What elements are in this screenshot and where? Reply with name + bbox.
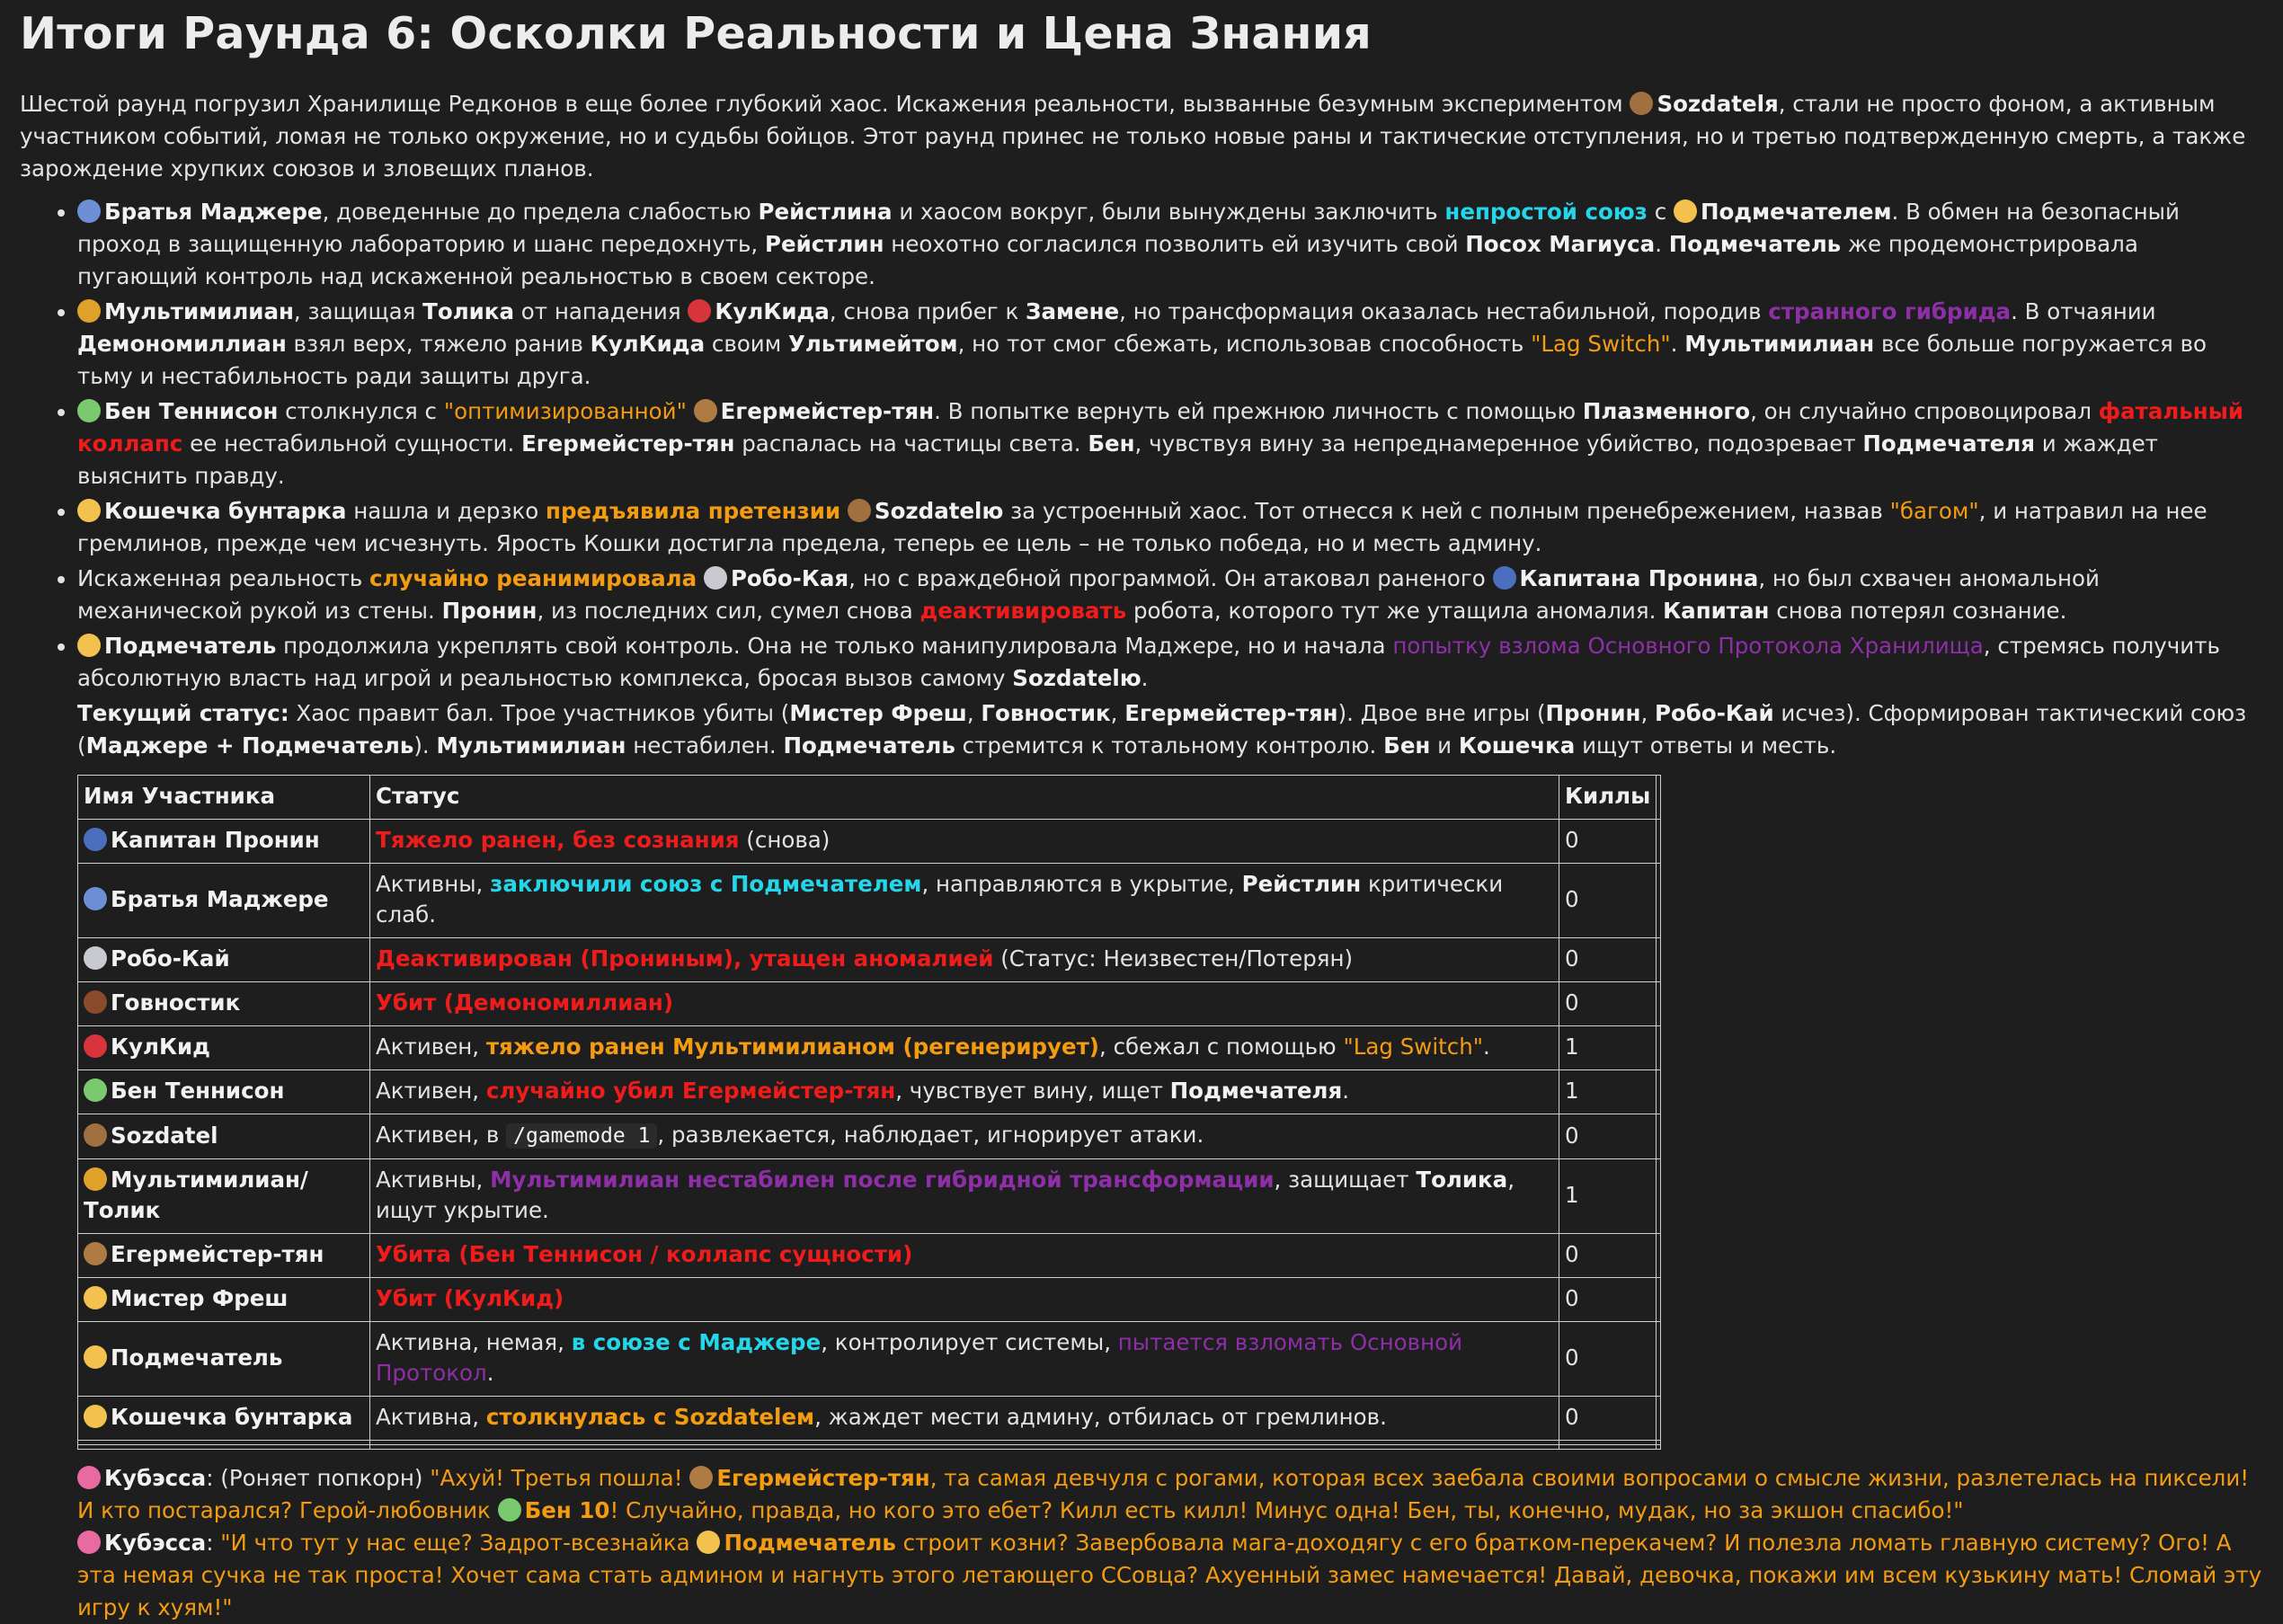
participant-kills: 0 (1559, 938, 1657, 982)
bold-text: Рейстлина (758, 199, 893, 225)
participant-name: Говностик (111, 989, 241, 1016)
text: , защищая (293, 298, 423, 324)
door-icon (84, 990, 107, 1014)
highlight-text: строит козни? Завербовала мага-доходягу с его братком-перекачем? И полезла ломать главную систему? Ого! А эта немая сучка не так проста! Хочет сама стать админом и нагнуть этого летающего ССовца? Ахуенный замес намечается! Давай, девочка, покажи им всем кузькину мать! Сломай эту игру к хуям!" (77, 1530, 2262, 1620)
highlight-text: , та самая девчуля с рогами, которая всех заебала своими вопросами о смысле жизни, разлетелась на пиксели! И кто постарался? Герой-любовник (77, 1465, 2250, 1523)
highlight-text: Тяжело ранен, без сознания (376, 827, 740, 853)
text: , направляются в укрытие, (921, 871, 1242, 897)
nerd-face-icon (697, 1531, 720, 1554)
participant-name-cell (78, 1159, 370, 1234)
bold-text: Подмечателя (1862, 430, 2036, 457)
participant-name: Робо-Кай (111, 945, 230, 972)
participant-name: Подмечатель (111, 1344, 283, 1371)
bold-text: Мультимилиан (1684, 331, 1875, 357)
text: , чувствуя вину за непреднамеренное убийство, подозревает (1134, 430, 1863, 457)
inline-code: /gamemode 1 (506, 1123, 657, 1149)
text: взял верх, тяжело ранив (286, 331, 591, 357)
bold-text: Кубэсса (104, 1530, 207, 1556)
participant-name: Мистер Фреш (111, 1285, 289, 1311)
bold-text: Подмечателем (1700, 199, 1892, 225)
bold-text: Бен Теннисон (104, 398, 279, 424)
text: . (1483, 1034, 1490, 1060)
alien-icon (77, 399, 101, 422)
table-row (78, 1234, 1661, 1278)
text (697, 565, 704, 591)
participant-kills: 0 (1559, 864, 1657, 938)
highlight-text: тяжело ранен Мультимилианом (регенерирует) (485, 1034, 1100, 1060)
bold-text: Робо-Кая (730, 565, 849, 591)
bold-text: Посох Магиуса (1465, 231, 1656, 257)
text: нашла и дерзко (346, 498, 546, 524)
bold-text: Пронин (1545, 700, 1641, 726)
devil-icon (84, 1034, 107, 1058)
highlight-text: предъявила претензии (546, 498, 841, 524)
police-icon (84, 828, 107, 851)
extra-cell (1657, 982, 1661, 1026)
bold-text: Егермейстер-тян (521, 430, 735, 457)
text: все больше погружается во тьму и нестабильность ради защиты друга. (77, 331, 2207, 389)
text: Активен, (376, 1034, 486, 1060)
participant-name-cell (78, 1070, 370, 1114)
commentary (77, 1462, 2263, 1624)
nerd-face-icon (84, 1345, 107, 1369)
highlight-text: Мультимилиан нестабилен после гибридной трансформации (490, 1167, 1275, 1193)
table-row (78, 1322, 1661, 1397)
bold-text: Рейстлин (765, 231, 884, 257)
extra-cell (1657, 938, 1661, 982)
text: , но трансформация оказалась нестабильной, породив (1119, 298, 1769, 324)
text: исчез). Сформирован тактический союз ( (77, 700, 2247, 759)
mage-icon (77, 200, 101, 223)
nerd-face-icon (77, 634, 101, 657)
participant-kills: 1 (1559, 1070, 1657, 1114)
text (840, 498, 848, 524)
text: критически слаб. (376, 871, 1504, 927)
bold-text: Sozdatelю (874, 498, 1004, 524)
text: с (1647, 199, 1674, 225)
text: . (1342, 1078, 1350, 1104)
deer-icon (689, 1466, 713, 1489)
empty-table-row (78, 1445, 1661, 1450)
bold-text: Бен (1383, 732, 1431, 759)
participant-status-cell (370, 1026, 1559, 1070)
text: ее нестабильной сущности. (182, 430, 522, 457)
participant-status-cell (370, 982, 1559, 1026)
text: . В обмен на безопасный проход в защищенную лабораторию и шанс передохнуть, (77, 199, 2180, 257)
participant-kills: 0 (1559, 1234, 1657, 1278)
text: , и натравил на нее гремлинов, прежде чем исчезнуть. Ярость Кошки достигла предела, теперь ее цель – не только победа, но и месть админу. (77, 498, 2207, 556)
text: ). (413, 732, 437, 759)
participant-kills: 0 (1559, 1278, 1657, 1322)
table-row (78, 1026, 1661, 1070)
bold-text: Мультимилиан (436, 732, 626, 759)
extra-cell (1657, 1397, 1661, 1441)
text: . В отчаянии (2011, 298, 2156, 324)
participant-name: Бен Теннисон (111, 1078, 285, 1104)
bold-text: Замене (1026, 298, 1120, 324)
text: , снова прибег к (829, 298, 1026, 324)
text: , жаждет мести админу, отбилась от гремлинов. (814, 1404, 1387, 1430)
participant-status-cell (370, 1114, 1559, 1159)
empty-cell (78, 1445, 370, 1450)
extra-cell (1657, 1114, 1661, 1159)
bold-text: Плазменного (1582, 398, 1751, 424)
intro-name: Sozdatelя (1657, 91, 1779, 117)
text: продолжила укреплять свой контроль. Она не только манипулировала Маджере, но и начала (276, 633, 1393, 659)
participant-status-cell (370, 1159, 1559, 1234)
table-body (78, 820, 1661, 1450)
participant-status-cell (370, 1234, 1559, 1278)
table-row (78, 1159, 1661, 1234)
header-name: Имя Участника (78, 776, 370, 820)
extra-cell (1657, 1070, 1661, 1114)
bow-icon (77, 1531, 101, 1554)
robot-icon (84, 946, 107, 970)
highlight-text: Егермейстер-тян (716, 1465, 930, 1491)
highlight-text: Убит (Демономиллиан) (376, 989, 674, 1016)
bold-text: Толика (1416, 1167, 1508, 1193)
extra-cell (1657, 1278, 1661, 1322)
table-row (78, 864, 1661, 938)
text: . (1141, 665, 1149, 691)
pick-icon (84, 1123, 107, 1147)
highlight-text: в союзе с Маджере (571, 1329, 822, 1355)
participant-kills: 0 (1559, 1397, 1657, 1441)
extra-cell (1657, 1026, 1661, 1070)
extra-cell (1657, 864, 1661, 938)
table-row (78, 1114, 1661, 1159)
participant-name: Кошечка бунтарка (111, 1404, 353, 1430)
text: (снова) (739, 827, 831, 853)
current-status (77, 697, 2263, 762)
deer-icon (694, 399, 717, 422)
participant-kills: 0 (1559, 1322, 1657, 1397)
cat-icon (84, 1405, 107, 1428)
intro-text-1: Шестой раунд погрузил Хранилище Редконов в еще более глубокий хаос. Искажения реальности, вызванные безумным экспериментом (20, 91, 1630, 117)
participant-name-cell (78, 1026, 370, 1070)
participant-kills: 0 (1559, 1114, 1657, 1159)
text: , но был схвачен аномальной механической рукой из стены. (77, 565, 2100, 624)
bold-text: Капитан (1663, 598, 1770, 624)
participant-status-cell (370, 1397, 1559, 1441)
highlight-text: ! Случайно, правда, но кого это ебет? Килл есть килл! Минус одна! Бен, ты, конечно, мудак, но за экшон спасибо!" (609, 1497, 1964, 1523)
bold-text: Мистер Фреш (789, 700, 967, 726)
event-item (77, 395, 2263, 493)
text: , ищут укрытие. (376, 1167, 1515, 1223)
bold-text: Ультимейтом (788, 331, 958, 357)
commentary-line (77, 1462, 2263, 1527)
table-row (78, 1397, 1661, 1441)
bold-text: КулКида (715, 298, 830, 324)
event-item (77, 630, 2263, 695)
participant-name-cell (78, 820, 370, 864)
bold-text: Кошечка (1458, 732, 1576, 759)
table-header-row (78, 776, 1661, 820)
participant-kills: 1 (1559, 1159, 1657, 1234)
text: , но с враждебной программой. Он атаковал раненого (848, 565, 1493, 591)
header-status: Статус (370, 776, 1559, 820)
text: (Статус: Неизвестен/Потерян) (993, 945, 1354, 972)
bold-text: Егермейстер-тян (720, 398, 935, 424)
text: , контролирует системы, (821, 1329, 1118, 1355)
text: своим (705, 331, 789, 357)
text: . (1655, 231, 1669, 257)
text: Активны, (376, 871, 491, 897)
highlight-text: Бен 10 (524, 1497, 610, 1523)
bold-text: Пронин (441, 598, 537, 624)
bold-text: Подмечатель (104, 633, 277, 659)
highlight-text: пытается взломать Основной Протокол (376, 1329, 1463, 1386)
text (687, 398, 694, 424)
participant-name-cell (78, 1322, 370, 1397)
text: и жаждет выяснить правду. (77, 430, 2158, 489)
text: Активна, немая, (376, 1329, 572, 1355)
text: Активны, (376, 1167, 491, 1193)
bold-text: Подмечатель (1668, 231, 1842, 257)
bold-text: КулКида (590, 331, 706, 357)
event-item (77, 296, 2263, 393)
events-list (20, 196, 2263, 695)
deer-icon (84, 1242, 107, 1265)
bold-text: Егермейстер-тян (1124, 700, 1338, 726)
bold-text: Кубэсса (104, 1465, 207, 1491)
bow-icon (77, 1466, 101, 1489)
text: робота, которого тут же утащила аномалия. (1126, 598, 1664, 624)
intro-paragraph (20, 88, 2263, 185)
participant-name: Мультимилиан/Толик (84, 1167, 308, 1223)
highlight-text: Убита (Бен Теннисон / коллапс сущности) (376, 1241, 913, 1267)
pick-icon (1630, 92, 1653, 115)
empty-cell (370, 1445, 1559, 1450)
text: , из последних сил, сумел снова (537, 598, 920, 624)
page-title: Итоги Раунда 6: Осколки Реальности и Цена Знания (20, 8, 1372, 59)
highlight-text: фатальный коллапс (77, 398, 2244, 457)
bold-text: Демономиллиан (77, 331, 287, 357)
highlight-text: Подмечатель (724, 1530, 896, 1556)
participant-name-cell (78, 938, 370, 982)
empty-cell (1657, 1445, 1661, 1450)
text: стремится к тотальному контролю. (955, 732, 1384, 759)
highlight-text: случайно убил Егермейстер-тян (485, 1078, 896, 1104)
alien-icon (84, 1078, 107, 1102)
cat-icon (84, 1286, 107, 1309)
participant-name: КулКид (111, 1034, 210, 1060)
cat-icon (77, 499, 101, 522)
highlight-text: попытку взлома Основного Протокола Хранилища (1392, 633, 1984, 659)
highlight-text: "Lag Switch" (1531, 331, 1671, 357)
intro-text-2: , стали не просто фоном, а активным участником событий, ломая не только окружение, но и судьбы бойцов. Этот раунд принес не только новые раны и тактические отступления, но и третью подтвержденную смерть, а также зарождение хрупких союзов и зловещих планов. (20, 91, 2246, 182)
highlight-text: столкнулась с Sozdatelем (485, 1404, 815, 1430)
participant-status-cell (370, 864, 1559, 938)
bold-text: Братья Маджере (104, 199, 323, 225)
text: , но тот смог сбежать, использовав способность (957, 331, 1532, 357)
highlight-text: странного гибрида (1768, 298, 2012, 324)
bold-text: Подмечателя (1169, 1078, 1343, 1104)
text: , он случайно спровоцировал (1750, 398, 2099, 424)
event-item (77, 495, 2263, 560)
bold-text: Рейстлин (1241, 871, 1362, 897)
participant-name-cell (78, 982, 370, 1026)
text: снова потерял сознание. (1769, 598, 2067, 624)
table-row (78, 938, 1661, 982)
text: Активен, (376, 1078, 486, 1104)
text: , (1110, 700, 1125, 726)
bold-text: Кошечка бунтарка (104, 498, 347, 524)
highlight-text: "Ахуй! Третья пошла! (430, 1465, 690, 1491)
participant-status-cell (370, 1322, 1559, 1397)
table-row (78, 982, 1661, 1026)
highlight-text: "Lag Switch" (1343, 1034, 1483, 1060)
highlight-text: "багом" (1889, 498, 1979, 524)
table-row (78, 820, 1661, 864)
bold-text: Капитана Пронина (1519, 565, 1759, 591)
text: за устроенный хаос. Тот отнесся к ней с полным пренебрежением, назвав (1003, 498, 1890, 524)
highlight-text: "И что тут у нас еще? Задрот-всезнайка (220, 1530, 697, 1556)
robot-icon (704, 566, 727, 590)
nerd-face-icon (1674, 200, 1697, 223)
bold-text: Подмечатель (783, 732, 955, 759)
participant-name: Егермейстер-тян (111, 1241, 324, 1267)
highlight-text: непростой союз (1444, 199, 1648, 225)
mage-icon (84, 887, 107, 910)
text: распалась на частицы света. (734, 430, 1088, 457)
participant-kills: 1 (1559, 1026, 1657, 1070)
text: столкнулся с (278, 398, 444, 424)
text: Активен, в (376, 1122, 507, 1148)
text: нестабилен. (626, 732, 784, 759)
alien-icon (498, 1498, 521, 1522)
text: , сбежал с помощью (1099, 1034, 1344, 1060)
participant-status-cell (370, 1070, 1559, 1114)
participant-name-cell (78, 1278, 370, 1322)
participant-kills: 0 (1559, 820, 1657, 864)
bold-text: Текущий статус: (77, 700, 289, 726)
empty-cell (1559, 1445, 1657, 1450)
text: . В попытке вернуть ей прежнюю личность с помощью (934, 398, 1583, 424)
event-item (77, 196, 2263, 293)
text: : (Роняет попкорн) (206, 1465, 431, 1491)
devil-icon (688, 299, 711, 323)
text: Искаженная реальность (77, 565, 370, 591)
text: , (966, 700, 982, 726)
table-row (78, 1070, 1661, 1114)
bold-text: Мультимилиан (104, 298, 294, 324)
masks-icon (84, 1167, 107, 1191)
text: и хаосом вокруг, были вынуждены заключить (892, 199, 1445, 225)
text: неохотно согласился позволить ей изучить свой (884, 231, 1466, 257)
participant-name-cell (78, 1397, 370, 1441)
text: же продемонстрировала пугающий контроль над искаженной реальностью в своем секторе. (77, 231, 2138, 289)
text: . (1670, 331, 1685, 357)
police-icon (1493, 566, 1516, 590)
bold-text: Sozdatelю (1012, 665, 1142, 691)
text: Хаос правит бал. Трое участников убиты ( (289, 700, 790, 726)
participant-name: Sozdatel (111, 1122, 218, 1149)
participant-name: Капитан Пронин (111, 827, 320, 853)
masks-icon (77, 299, 101, 323)
highlight-text: заключили союз с Подмечателем (490, 871, 922, 897)
commentary-line (77, 1527, 2263, 1624)
text: . (486, 1360, 494, 1386)
extra-cell (1657, 1159, 1661, 1234)
text: ищут ответы и месть. (1575, 732, 1837, 759)
highlight-text: случайно реанимировала (369, 565, 697, 591)
header-kills: Киллы (1559, 776, 1657, 820)
participants-table (77, 775, 1661, 1450)
participant-status-cell (370, 820, 1559, 864)
extra-cell (1657, 820, 1661, 864)
text: , развлекается, наблюдает, игнорирует атаки. (657, 1122, 1204, 1148)
participant-name-cell (78, 864, 370, 938)
text: , чувствует вину, ищет (895, 1078, 1170, 1104)
bold-text: Говностик (981, 700, 1111, 726)
pick-icon (848, 499, 871, 522)
participant-name-cell (78, 1234, 370, 1278)
text: , стремясь получить абсолютную власть над игрой и реальностью комплекса, бросая вызов самому (77, 633, 2220, 691)
text: , доведенные до предела слабостью (322, 199, 759, 225)
highlight-text: Убит (КулКид) (376, 1285, 564, 1311)
extra-cell (1657, 1234, 1661, 1278)
bold-text: Робо-Кай (1655, 700, 1774, 726)
highlight-text: Деактивирован (Прониным), утащен аномалией (376, 945, 994, 972)
event-item (77, 563, 2263, 627)
header-extra (1657, 776, 1661, 820)
text: , защищает (1274, 1167, 1417, 1193)
text: ). Двое вне игры ( (1337, 700, 1546, 726)
highlight-text: "оптимизированной" (443, 398, 687, 424)
highlight-text: деактивировать (919, 598, 1127, 624)
table-row (78, 1278, 1661, 1322)
participant-status-cell (370, 938, 1559, 982)
participant-name: Братья Маджере (111, 886, 329, 912)
participant-kills: 0 (1559, 982, 1657, 1026)
participant-name-cell (78, 1114, 370, 1159)
bold-text: Толика (422, 298, 514, 324)
text: от нападения (513, 298, 688, 324)
participant-status-cell (370, 1278, 1559, 1322)
text: и (1430, 732, 1459, 759)
text: , (1640, 700, 1656, 726)
extra-cell (1657, 1322, 1661, 1397)
text: Активна, (376, 1404, 486, 1430)
bold-text: Бен (1088, 430, 1135, 457)
text: : (206, 1530, 221, 1556)
bold-text: Маджере + Подмечатель (85, 732, 414, 759)
